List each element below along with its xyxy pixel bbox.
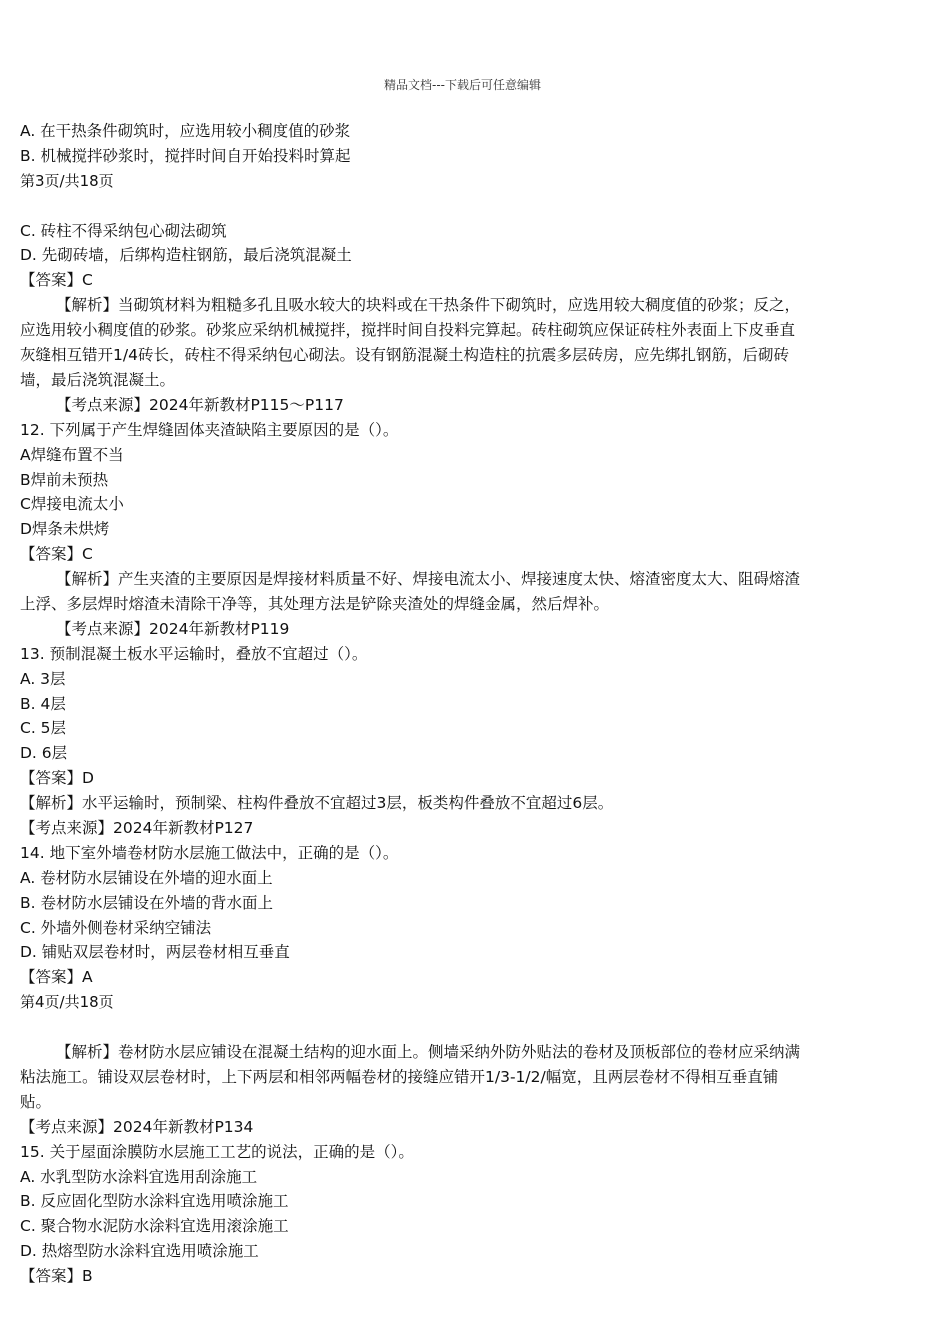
source-line: 【考点来源】2024年新教材P119 [56, 619, 290, 638]
text-line: B. 4层 [20, 694, 66, 713]
blank-line [20, 1015, 800, 1040]
analysis-paragraph: 【解析】当砌筑材料为粗糙多孔且吸水较大的块料或在干热条件下砌筑时，应选用较大稠度值的砂浆；反之，应选用较小稠度值的砂浆。砂浆应采纳机械搅拌，搅拌时间自投料完算起。砖柱砌筑应保证砖柱外表面上下皮垂直灰缝相互错开1/4砖长，砖柱不得采纳包心砌法。设有钢筋混凝土构造柱的抗震多层砖房，应先绑扎钢筋，后砌砖墙，最后浇筑混凝土。 [20, 296, 801, 389]
text-line: C焊接电流太小 [20, 495, 124, 514]
text-line: D. 铺贴双层卷材时，两层卷材相互垂直 [20, 943, 290, 962]
text-line: C. 外墙外侧卷材采纳空铺法 [20, 918, 212, 937]
text-line: 【答案】D [20, 769, 94, 788]
text-line: D. 先砌砖墙，后绑构造柱钢筋，最后浇筑混凝土 [20, 246, 352, 265]
text-line: 15. 关于屋面涂膜防水层施工工艺的说法，正确的是（）。 [20, 1142, 414, 1161]
text-line: C. 5层 [20, 719, 67, 738]
text-line: 【答案】C [20, 545, 93, 564]
text-line: A. 3层 [20, 669, 66, 688]
text-line: B焊前未预热 [20, 470, 109, 489]
text-line: B. 机械搅拌砂浆时，搅拌时间自开始投料时算起 [20, 146, 351, 165]
document-body [20, 119, 800, 1289]
text-line: B. 卷材防水层铺设在外墙的背水面上 [20, 893, 273, 912]
text-line: A. 水乳型防水涂料宜选用刮涂施工 [20, 1167, 258, 1186]
text-line: A. 在干热条件砌筑时，应选用较小稠度值的砂浆 [20, 122, 351, 140]
text-line: 【考点来源】2024年新教材P134 [20, 1117, 254, 1136]
text-line: A焊缝布置不当 [20, 445, 124, 464]
text-line: 【答案】C [20, 271, 93, 290]
text-line: D焊条未烘烤 [20, 520, 110, 539]
text-line: A. 卷材防水层铺设在外墙的迎水面上 [20, 868, 273, 887]
blank-line [20, 194, 800, 219]
text-line: 12. 下列属于产生焊缝固体夹渣缺陷主要原因的是（）。 [20, 420, 399, 439]
text-line: 13. 预制混凝土板水平运输时，叠放不宜超过（）。 [20, 644, 368, 663]
text-line: 14. 地下室外墙卷材防水层施工做法中，正确的是（）。 [20, 843, 399, 862]
text-line: D. 6层 [20, 744, 68, 763]
page-number: 第3页/共18页 [20, 171, 114, 190]
analysis-paragraph: 【解析】产生夹渣的主要原因是焊接材料质量不好、焊接电流太小、焊接速度太快、熔渣密度太大、阻碍熔渣上浮、多层焊时熔渣未清除干净等，其处理方法是铲除夹渣处的焊缝金属，然后焊补。 [20, 570, 801, 613]
text-line: C. 砖柱不得采纳包心砌法砌筑 [20, 221, 227, 240]
text-line: 【解析】水平运输时，预制梁、柱构件叠放不宜超过3层，板类构件叠放不宜超过6层。 [20, 794, 614, 813]
analysis-paragraph: 【解析】卷材防水层应铺设在混凝土结构的迎水面上。侧墙采纳外防外贴法的卷材及顶板部位的卷材应采纳满粘法施工。铺设双层卷材时，上下两层和相邻两幅卷材的接缝应错开1/3-1/2/幅宽，且两层卷材不得相互垂直铺贴。 [20, 1043, 801, 1111]
text-line: D. 热熔型防水涂料宜选用喷涂施工 [20, 1242, 259, 1261]
text-line: B. 反应固化型防水涂料宜选用喷涂施工 [20, 1192, 289, 1211]
source-line: 【考点来源】2024年新教材P115～P117 [56, 395, 344, 414]
page-header: 精品文档---下载后可任意编辑 [384, 78, 541, 92]
text-line: 【考点来源】2024年新教材P127 [20, 819, 254, 838]
text-line: 【答案】A [20, 968, 93, 987]
page-number: 第4页/共18页 [20, 993, 114, 1012]
text-line: 【答案】B [20, 1267, 93, 1286]
text-line: C. 聚合物水泥防水涂料宜选用滚涂施工 [20, 1217, 289, 1236]
